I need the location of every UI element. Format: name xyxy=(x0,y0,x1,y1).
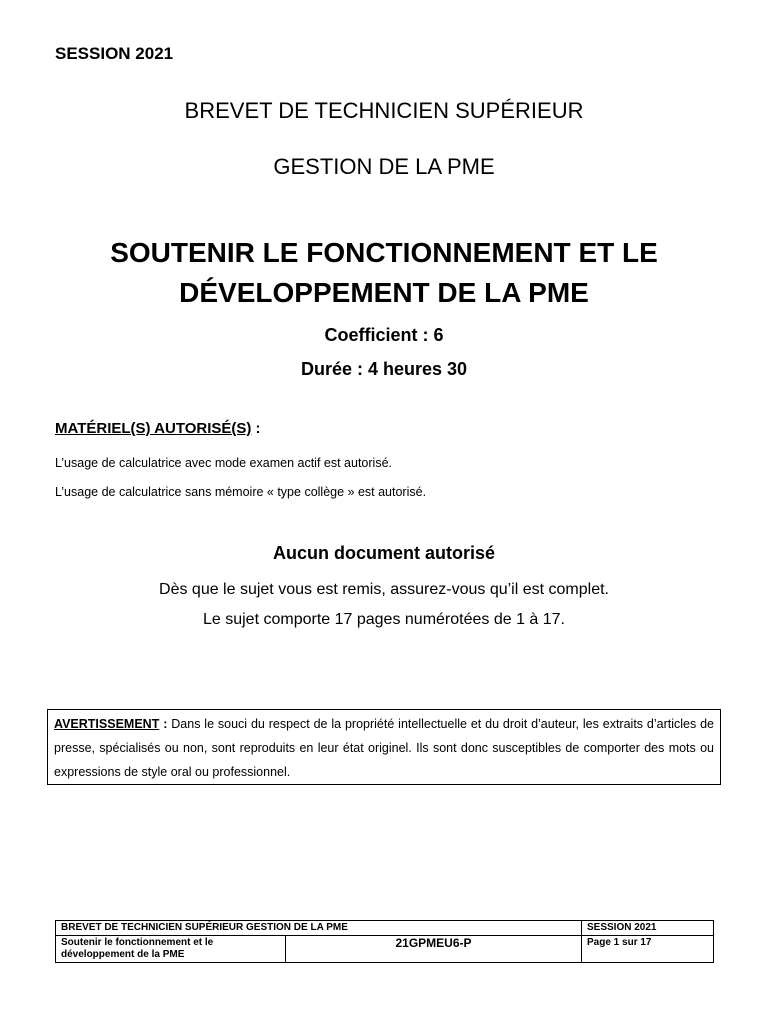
specialty-title: GESTION DE LA PME xyxy=(273,154,495,179)
duration: Durée : 4 heures 30 xyxy=(300,359,468,379)
footer-row xyxy=(56,921,714,936)
footer-table xyxy=(55,920,714,963)
footer-subject-code: 21GPMEU6-P xyxy=(286,936,582,963)
footer-page-number: Page 1 sur 17 xyxy=(582,936,714,963)
exam-title-line-1: SOUTENIR LE FONCTIONNEMENT ET LE xyxy=(110,237,658,268)
instruction-line: Dès que le sujet vous est remis, assurez-vous qu’il est complet. xyxy=(159,581,609,598)
instruction-line: Le sujet comporte 17 pages numérotées de 1 à 17. xyxy=(202,611,565,628)
authorized-materials-heading xyxy=(55,420,261,437)
footer-subject xyxy=(56,936,286,963)
exam-title xyxy=(0,233,768,313)
warning-box xyxy=(47,709,721,785)
authorized-material-item: L’usage de calculatrice avec mode examen actif est autorisé. xyxy=(55,456,392,470)
no-document-notice: Aucun document autorisé xyxy=(272,543,496,563)
session-label: SESSION 2021 xyxy=(55,44,174,63)
exam-title-line-2: DÉVELOPPEMENT DE LA PME xyxy=(179,277,589,308)
footer-session: SESSION 2021 xyxy=(582,921,714,936)
footer-subject-line-1: Soutenir le fonctionnement et le xyxy=(61,937,214,948)
footer-row xyxy=(56,936,714,963)
warning-text: Dans le souci du respect de la propriété intellectuelle et du droit d’auteur, les extraits d’articles de presse, spécialisés ou non, sont reproduits en leur état originel. Ils sont donc susceptibles de comporter des mots ou expressions de style oral ou professionnel. xyxy=(54,717,715,779)
program-title: BREVET DE TECHNICIEN SUPÉRIEUR xyxy=(184,98,584,123)
warning-colon: : xyxy=(159,717,168,731)
warning-label: AVERTISSEMENT xyxy=(54,717,160,731)
footer-exam-name: BREVET DE TECHNICIEN SUPÉRIEUR GESTION DE LA PME xyxy=(56,921,582,936)
authorized-materials-heading-colon: : xyxy=(251,420,261,437)
authorized-material-item: L’usage de calculatrice sans mémoire « type collège » est autorisé. xyxy=(55,485,427,499)
coefficient: Coefficient : 6 xyxy=(324,325,444,345)
footer-subject-line-2: développement de la PME xyxy=(61,949,185,960)
authorized-materials-heading-label: MATÉRIEL(S) AUTORISÉ(S) xyxy=(55,420,252,437)
